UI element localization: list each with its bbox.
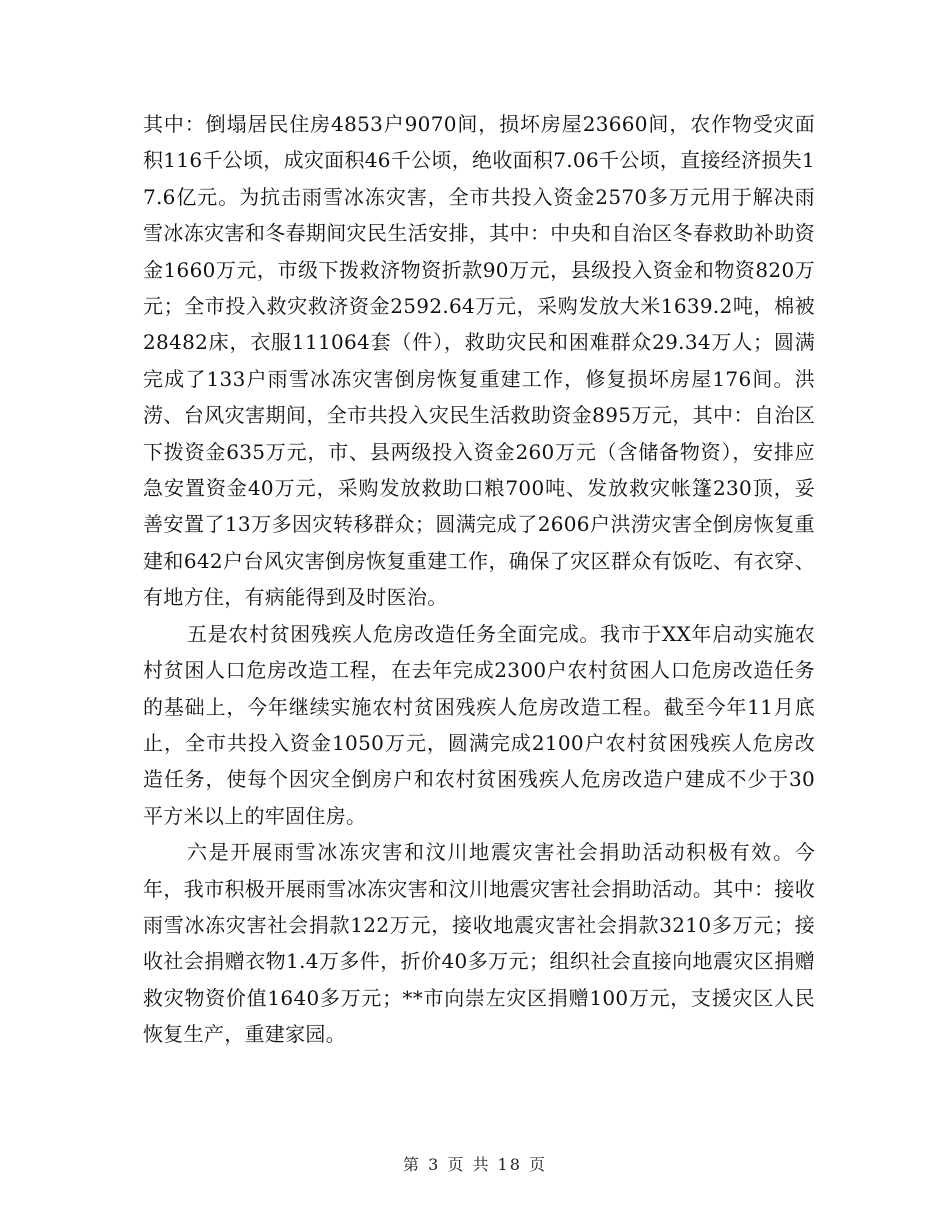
paragraph-housing-renovation: 五是农村贫困残疾人危房改造任务全面完成。我市于XX年启动实施农村贫困人口危房改造工程，在去年完成2300户农村贫困人口危房改造任务的基础上，今年继续实施农村贫困残疾人危房改造工程。截至今年11月底止，全市共投入资金1050万元，圆满完成2100户农村贫困残疾人危房改造任务，使每个因灾全倒房户和农村贫困残疾人危房改造户建成不少于30平方米以上的牢固住房。 bbox=[143, 621, 815, 828]
paragraph-disaster-relief: 其中：倒塌居民住房4853户9070间，损坏房屋23660间，农作物受灾面积116千公顷，成灾面积46千公顷，绝收面积7.06千公顷，直接经济损失17.6亿元。为抗击雨雪冰冻灾害，全市共投入资金2570多万元用于解决雨雪冰冻灾害和冬春期间灾民生活安排，其中：中央和自治区冬春救助补助资金1660万元，市级下拨救济物资折款90万元，县级投入资金和物资820万元；全市投入救灾救济资金2592.64万元，采购发放大米1639.2吨，棉被28482床，衣服111064套（件），救助灾民和困难群众29.34万人；圆满完成了133户雨雪冰冻灾害倒房恢复重建工作，修复损坏房屋176间。洪涝、台风灾害期间，全市共投入灾民生活救助资金895万元，其中：自治区下拨资金635万元，市、县两级投入资金260万元（含储备物资），安排应急安置资金40万元，采购发放救助口粮700吨、发放救灾帐篷230顶，妥善安置了13万多因灾转移群众；圆满完成了2606户洪涝灾害全倒房恢复重建和642户台风灾害倒房恢复重建工作，确保了灾区群众有饭吃、有衣穿、有地方住，有病能得到及时医治。 bbox=[143, 112, 815, 610]
page-number-footer: 第 3 页 共 18 页 bbox=[403, 1155, 547, 1174]
paragraph-social-donations: 六是开展雨雪冰冻灾害和汶川地震灾害社会捐助活动积极有效。今年，我市积极开展雨雪冰冻灾害和汶川地震灾害社会捐助活动。其中：接收雨雪冰冻灾害社会捐款122万元，接收地震灾害社会捐款3210多万元；接收社会捐赠衣物1.4万多件，折价40多万元；组织社会直接向地震灾区捐赠救灾物资价值1640多万元；**市向崇左灾区捐赠100万元，支援灾区人民恢复生产，重建家园。 bbox=[143, 840, 815, 1047]
document-body bbox=[143, 106, 815, 1053]
